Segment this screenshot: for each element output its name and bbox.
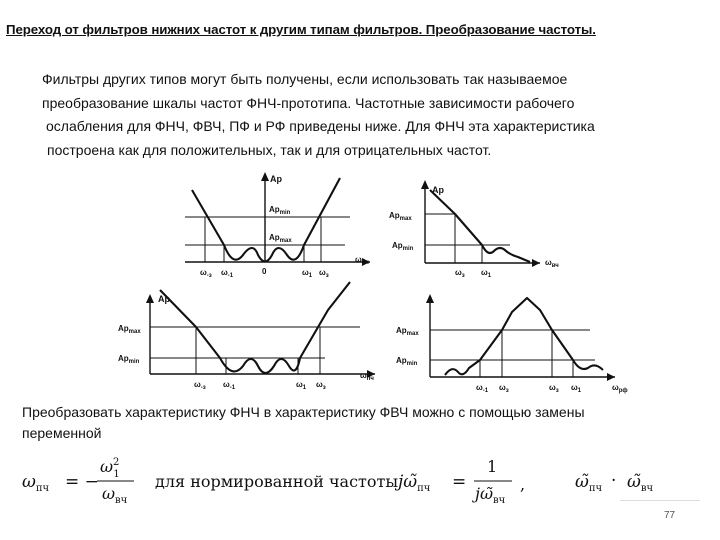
y-axis-arrow — [146, 294, 154, 303]
tick-w-1: $\omega_1$ — [296, 380, 307, 391]
ap-max-label: $Ap_{max}$ — [118, 324, 141, 335]
y-axis-label: Ap — [432, 185, 444, 195]
tick-w-z: $\omega_з$ — [455, 268, 465, 279]
ap-min-label: $Ap_{min}$ — [269, 205, 291, 216]
formula-eq: = − — [65, 472, 99, 492]
tick-zero: 0 — [262, 267, 267, 276]
formula-product-a: $\omegã_{пч}$ — [575, 472, 603, 494]
chart-highpass — [389, 180, 559, 279]
formula-middle-text: для нормированной частоты — [155, 472, 399, 491]
lowpass-curve — [192, 178, 340, 262]
formula-rhs-lhs: $j\omegã_{пч}$ — [398, 472, 431, 494]
ap-max-label: $Ap_{max}$ — [396, 326, 419, 337]
page-number: 77 — [664, 510, 676, 521]
formula-numerator: $\omega^2$ 1 — [100, 457, 120, 480]
tick-w-z: $\omega_з$ — [549, 383, 559, 394]
tick-w-1: $\omega_1$ — [481, 268, 492, 279]
tick-w-1-neg: $\omega_{-1}$ — [476, 383, 489, 394]
ap-min-label: $Ap_{min}$ — [396, 356, 418, 367]
ap-min-label: $Ap_{min}$ — [118, 354, 140, 365]
formula-rhs-denominator: $j\omegã_{вч}$ — [475, 484, 506, 506]
tick-w-z-neg: $\omega_{-з}$ — [194, 380, 206, 391]
y-axis-arrow — [261, 172, 269, 181]
x-axis-label: $\omega_{вч}$ — [545, 258, 559, 269]
transform-line: переменной — [22, 425, 102, 441]
tick-w-1-neg: $\omega_{-1}$ — [223, 380, 236, 391]
formula-denominator: $\omega_{вч}$ — [102, 484, 128, 506]
y-axis-label: Ap — [158, 294, 170, 304]
intro-line: Фильтры других типов могут быть получены, если использовать так называемое — [42, 71, 568, 87]
intro-line: ослабления для ФНЧ, ФВЧ, ПФ и РФ приведены ниже. Для ФНЧ эта характеристика — [46, 118, 595, 134]
tick-w-z-neg: $\omega_{-з}$ — [200, 268, 212, 279]
intro-line: преобразование шкалы частот ФНЧ-прототипа. Частотные зависимости рабочего — [42, 94, 575, 111]
chart-bandstop — [396, 294, 628, 394]
chart-lowpass — [185, 172, 370, 279]
formula-rhs-eq: = — [452, 472, 467, 492]
formula-dot: · — [611, 471, 617, 491]
x-axis-label: $\omega_{нч}$ — [355, 255, 369, 266]
tick-w-z-neg: $\omega_з$ — [499, 383, 509, 394]
x-axis-arrow — [607, 373, 615, 381]
y-axis-arrow — [421, 180, 429, 189]
x-axis-arrow — [532, 259, 540, 267]
slide-title: Переход от фильтров нижних частот к другим типам фильтров. Преобразование частоты. — [6, 22, 596, 37]
x-axis-label: $\omega_{пч}$ — [360, 371, 374, 382]
tick-w-1: $\omega_1$ — [571, 383, 582, 394]
ap-min-label: $Ap_{min}$ — [392, 241, 414, 252]
ap-max-label: $Ap_{max}$ — [389, 211, 412, 222]
y-axis-label: Ap — [270, 174, 282, 184]
divider — [620, 500, 700, 501]
tick-w-1-neg: $\omega_{-1}$ — [221, 268, 234, 279]
bandstop-curve — [445, 298, 603, 375]
x-axis-label: $\omega_{рф}$ — [612, 383, 628, 394]
y-axis-arrow — [426, 294, 434, 303]
transform-paragraph — [22, 402, 702, 444]
tick-w-1: $\omega_1$ — [302, 268, 313, 279]
intro-line: построена как для положительных, так и для отрицательных частот. — [47, 141, 492, 158]
formula-comma: , — [520, 475, 526, 494]
tick-w-z: $\omega_з$ — [316, 380, 326, 391]
chart-bandpass — [118, 282, 375, 391]
highpass-curve — [430, 190, 530, 262]
ap-max-label: $Ap_{max}$ — [269, 233, 292, 244]
transform-line: Преобразовать характеристику ФНЧ в характеристику ФВЧ можно с помощью замены — [22, 404, 585, 420]
formula-product-b: $\omegã_{вч}$ — [627, 472, 654, 494]
formula-lhs: $\omega_{пч}$ — [22, 472, 50, 494]
formula-rhs-numerator: 1 — [487, 457, 498, 476]
tick-w-z: $\omega_з$ — [319, 268, 329, 279]
transform-formula — [22, 457, 654, 506]
